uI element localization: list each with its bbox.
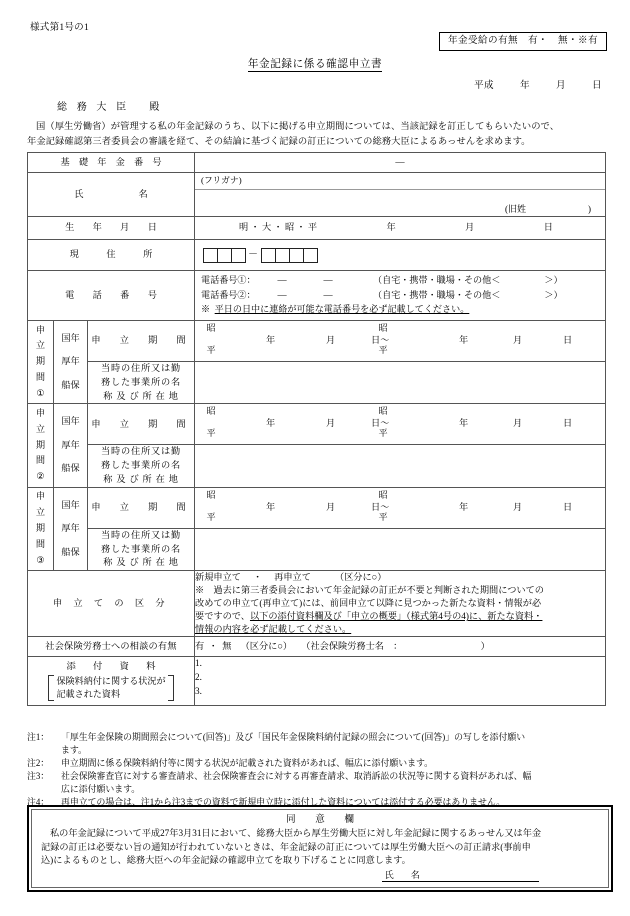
phone1-dash-1: ―: [277, 275, 287, 286]
option-re-application[interactable]: 再申立て: [274, 572, 311, 583]
application-type-note-line-3: 改めての申立て(再申立て)には、前回申立て以降に見つかった新たな資料・情報が必: [195, 598, 542, 609]
insurance-kokunen[interactable]: 国年: [61, 499, 80, 510]
period-3-date-range[interactable]: [195, 487, 606, 528]
consent-signature-label[interactable]: 氏 名: [382, 870, 539, 882]
postal-box[interactable]: [261, 248, 276, 263]
postal-box[interactable]: [231, 248, 246, 263]
insurance-kounen[interactable]: 厚年: [61, 356, 80, 367]
phone-note-text: 平日の日中に連絡が可能な電話番号を必ず記載してください。: [214, 303, 470, 314]
table-row-period-2-dates: [28, 404, 606, 445]
period-1-start-era-top[interactable]: 昭: [206, 322, 216, 333]
insurance-kounen[interactable]: 厚年: [61, 523, 80, 534]
phone2-kind-options[interactable]: （自宅・携帯・職場・その他＜ ＞）: [373, 289, 563, 300]
table-row-period-3-dates: [28, 487, 606, 528]
phone2-label: 電話番号②：: [201, 289, 256, 300]
intro-paragraph: [27, 120, 605, 150]
footnote-1-text: 「厚生年金保険の期間照会について(回答)」及び「国民年金保険料納付記録の照会について(回答)」の写しを添付願い: [61, 732, 526, 742]
sharoushi-name-label: （社会保険労務士名 ：: [301, 641, 403, 652]
table-row-attachments: [28, 657, 606, 706]
attachments-note-line-2: 記載された資料: [56, 688, 121, 699]
period-3-insurance-types[interactable]: [54, 487, 88, 570]
insurance-senpo[interactable]: 船保: [61, 463, 80, 474]
applicant-form-table: [27, 152, 606, 706]
option-new-application[interactable]: 新規申立て: [195, 572, 241, 583]
period-1-end-era-top[interactable]: 昭: [378, 322, 388, 333]
period-3-start-era-top[interactable]: 昭: [206, 489, 216, 500]
bracket-right-icon: [168, 675, 174, 701]
sharoushi-consult-label: 社会保険労務士への相談の有無: [28, 637, 195, 657]
attachments-bracket-note: [28, 675, 194, 701]
phone1-label: 電話番号①：: [201, 275, 256, 286]
date-day: 日: [592, 80, 602, 91]
period-2-label: 申 立 期 間: [88, 404, 195, 445]
period-1-end-day[interactable]: 日: [563, 334, 573, 345]
period-1-end-era-bottom[interactable]: 平: [378, 344, 388, 355]
phone-label: 電 話 番 号: [28, 270, 195, 320]
option-separator: ・: [252, 572, 263, 583]
period-1-start-era-bottom[interactable]: 平: [206, 344, 216, 355]
period-3-end-era-bottom[interactable]: 平: [378, 511, 388, 522]
period-3-workplace-value[interactable]: [195, 528, 606, 570]
phone-note: [195, 303, 605, 317]
application-type-note-line-2: ※ 過去に第三者委員会において年金記録の訂正が不要と判断された期間についての: [195, 585, 544, 596]
date-month: 月: [556, 80, 566, 91]
consent-line-2: 記録の訂正は必要ない旨の通知が行われていないときは、年金記録の訂正については厚生労働大臣への訂正請求(事前申: [41, 841, 531, 852]
addressee: 総 務 大 臣 殿: [57, 102, 163, 113]
postal-box[interactable]: [217, 248, 232, 263]
table-row-period-1-dates: [28, 320, 606, 361]
phone1-kind-options[interactable]: （自宅・携帯・職場・その他＜ ＞）: [373, 275, 563, 286]
consent-line-1: 私の年金記録について平成27年3月31日において、総務大臣から厚生労働大臣に対し年金記録に関するあっせん又は年金: [50, 827, 542, 838]
sharoushi-separator: ・: [208, 641, 218, 652]
consent-box: [27, 805, 613, 892]
sharoushi-name-close: ）: [480, 641, 490, 652]
pension-receipt-option-yes[interactable]: 有・: [528, 35, 549, 46]
attachment-item[interactable]: 1.: [195, 658, 202, 669]
period-1-start-month[interactable]: 月: [326, 334, 336, 345]
attachments-note-line-1: 保険料納付に関する状況が: [56, 675, 166, 686]
period-1-start-year[interactable]: 年: [266, 334, 276, 345]
attachments-title: 添 付 資 料: [66, 661, 160, 672]
footnote-4-text: 再申立ての場合は、注1から注3までの資料で新規申立時に添付した資料については添付する必要はありません。: [61, 796, 506, 807]
period-3-start-year[interactable]: 年: [266, 501, 276, 512]
intro-line-1: 国（厚生労働省）が管理する私の年金記録のうち、以下に掲げる申立期間については、当該記録を訂正してもらいたいので、: [36, 122, 560, 132]
postal-box[interactable]: [275, 248, 290, 263]
birthdate-day[interactable]: 日: [543, 222, 553, 233]
attachments-label-cell: [28, 657, 195, 706]
period-2-start-era-top[interactable]: 昭: [206, 406, 216, 417]
pension-receipt-option-no[interactable]: 無・※有: [558, 35, 598, 46]
table-row-basic-pension-number: [28, 153, 606, 173]
attachment-item[interactable]: 2.: [195, 672, 202, 683]
page-title: 年金記録に係る確認申立書: [247, 59, 383, 70]
birthdate-month[interactable]: 月: [465, 222, 475, 233]
footnote-1-continued: ます。: [61, 745, 87, 756]
footnote-3-label: 注3：: [27, 770, 50, 781]
phone-value-cell: [195, 270, 606, 320]
pension-receipt-status-label: 年金受給の有無: [448, 35, 519, 46]
period-2-end-month[interactable]: 月: [513, 418, 523, 429]
footnote-3-continued: 広に添付願います。: [61, 784, 141, 795]
footnote-2-label: 注2：: [27, 757, 50, 768]
period-3-end-day[interactable]: 日: [563, 501, 573, 512]
postal-box[interactable]: [303, 248, 318, 263]
period-3-label: 申 立 期 間: [88, 487, 195, 528]
name-field[interactable]: [195, 190, 605, 216]
postal-dash: －: [248, 249, 259, 261]
footnotes: [27, 731, 607, 809]
phone-row-1[interactable]: [195, 274, 605, 288]
period-3-start-era-bottom[interactable]: 平: [206, 511, 216, 522]
table-row-birthdate: [28, 216, 606, 239]
furigana-field[interactable]: (フリガナ): [195, 173, 605, 190]
period-2-start-month[interactable]: 月: [326, 418, 336, 429]
footnote-2-text: 申立期間に係る保険料納付等に関する状況が記載された資料があれば、幅広に添付願います。: [61, 757, 434, 768]
period-1-date-range[interactable]: [195, 320, 606, 361]
phone2-dash-1: ―: [277, 289, 287, 300]
footnote-2: [27, 757, 607, 770]
period-3-start-month[interactable]: 月: [326, 501, 336, 512]
attachment-item[interactable]: 3.: [195, 686, 202, 697]
application-type-label: 申 立 て の 区 分: [28, 571, 195, 637]
period-1-workplace-label: 当時の住所又は勤 務した事業所の名 称 及 び 所 在 地: [88, 361, 195, 403]
sharoushi-consult-value[interactable]: [195, 637, 606, 657]
period-3-end-era-top[interactable]: 昭: [378, 489, 388, 500]
insurance-kokunen[interactable]: 国年: [61, 333, 80, 343]
table-row-application-type: [28, 571, 606, 637]
option-circle-hint: （区分に○）: [334, 572, 387, 583]
intro-line-2: 年金記録確認第三者委員会の審議を経て、その結論に基づく記録の訂正についての総務大臣によるあっせんを求めます。: [27, 137, 531, 148]
period-3-block-label: 申 立 期 間 ③: [28, 487, 54, 570]
application-type-note-line-4: 要ですので、以下の添付資料欄及び「申立の概要」（様式第4号の4)に、新たな資料・: [195, 611, 543, 622]
postal-box[interactable]: [289, 248, 304, 263]
insurance-senpo[interactable]: 船保: [61, 546, 80, 557]
period-2-date-range[interactable]: [195, 404, 606, 445]
period-3-end-month[interactable]: 月: [513, 501, 523, 512]
basic-pension-number-label: 基 礎 年 金 番 号: [28, 153, 195, 173]
period-2-end-era-bottom[interactable]: 平: [378, 428, 388, 439]
sharoushi-circle-hint: （区分に○）: [240, 641, 293, 652]
period-1-end-month[interactable]: 月: [513, 334, 523, 345]
period-1-label: 申 立 期 間: [88, 320, 195, 361]
footnote-4-label: 注4：: [27, 796, 50, 807]
consent-signature-row[interactable]: [41, 870, 599, 882]
address-label: 現 住 所: [28, 239, 195, 270]
period-2-workplace-label: 当時の住所又は勤 務した事業所の名 称 及 び 所 在 地: [88, 445, 195, 487]
insurance-senpo[interactable]: 船保: [61, 379, 80, 390]
period-1-insurance-types[interactable]: [54, 320, 88, 403]
period-2-end-era-top[interactable]: 昭: [378, 406, 388, 417]
birthdate-value-cell[interactable]: [195, 216, 606, 239]
table-row-sharoushi-consult: [28, 637, 606, 657]
submission-date: [474, 80, 602, 92]
period-2-start-year[interactable]: 年: [266, 418, 276, 429]
period-2-start-era-bottom[interactable]: 平: [206, 428, 216, 439]
basic-pension-number-value[interactable]: ―: [195, 153, 606, 173]
phone2-dash-2: ―: [323, 289, 333, 300]
consent-title: 同 意 欄: [286, 814, 359, 825]
birthdate-label: 生 年 月 日: [28, 216, 195, 239]
period-2-end-day[interactable]: 日: [563, 418, 573, 429]
table-row-period-1-workplace: [28, 361, 606, 403]
form-number: 様式第1号の1: [30, 22, 89, 33]
period-3-end-year[interactable]: 年: [459, 501, 469, 512]
period-2-start-day-to[interactable]: 日～: [371, 418, 390, 429]
application-type-value[interactable]: [195, 571, 606, 637]
insurance-kokunen[interactable]: 国年: [61, 416, 80, 427]
consent-body: [41, 827, 599, 868]
postal-code-field[interactable]: [195, 243, 605, 267]
address-value-cell[interactable]: [195, 239, 606, 270]
period-2-insurance-types[interactable]: [54, 404, 88, 487]
phone-note-mark: ※: [201, 303, 211, 314]
date-era: 平成: [474, 80, 494, 91]
birthdate-eras[interactable]: 明 ・ 大 ・ 昭 ・ 平: [239, 222, 318, 233]
postal-box[interactable]: [203, 248, 218, 263]
footnote-3-text: 社会保険審査官に対する審査請求、社会保険審査会に対する再審査請求、取消訴訟の状況等に関する資料があれば、幅: [61, 770, 532, 781]
table-row-period-3-workplace: [28, 528, 606, 570]
pension-receipt-status-box[interactable]: [439, 32, 607, 51]
period-3-start-day-to[interactable]: 日～: [371, 501, 390, 512]
sharoushi-yes[interactable]: 有: [195, 641, 205, 652]
consent-line-3: 込)によるものとし、総務大臣への年金記録の確認申立てを取り下げることに同意します。: [41, 855, 411, 866]
period-1-start-day-to[interactable]: 日～: [371, 334, 390, 345]
application-type-note-line-5: 情報の内容を必ず記載してください。: [195, 624, 352, 635]
footnote-1: [27, 731, 607, 744]
phone-row-2[interactable]: [195, 288, 605, 302]
application-type-options[interactable]: [195, 571, 605, 584]
name-label: 氏 名: [28, 173, 195, 217]
footnote-3: [27, 770, 607, 783]
period-3-workplace-label: 当時の住所又は勤 務した事業所の名 称 及 び 所 在 地: [88, 528, 195, 570]
date-year: 年: [520, 80, 530, 91]
footnote-1-label: 注1：: [27, 732, 50, 742]
table-row-name: [28, 173, 606, 217]
former-name-field[interactable]: (旧姓 ): [505, 203, 592, 214]
period-1-end-year[interactable]: 年: [459, 334, 469, 345]
birthdate-year[interactable]: 年: [386, 222, 396, 233]
period-2-end-year[interactable]: 年: [459, 418, 469, 429]
table-row-address: [28, 239, 606, 270]
attachments-list[interactable]: [195, 657, 606, 706]
name-value-cell: [195, 173, 606, 217]
phone1-dash-2: ―: [323, 275, 333, 286]
period-1-workplace-value[interactable]: [195, 361, 606, 403]
sharoushi-no[interactable]: 無: [222, 641, 232, 652]
table-row-period-2-workplace: [28, 445, 606, 487]
period-2-workplace-value[interactable]: [195, 445, 606, 487]
period-1-block-label: 申 立 期 間 ①: [28, 320, 54, 403]
period-2-block-label: 申 立 期 間 ②: [28, 404, 54, 487]
table-row-phone: [28, 270, 606, 320]
insurance-kounen[interactable]: 厚年: [61, 439, 80, 450]
